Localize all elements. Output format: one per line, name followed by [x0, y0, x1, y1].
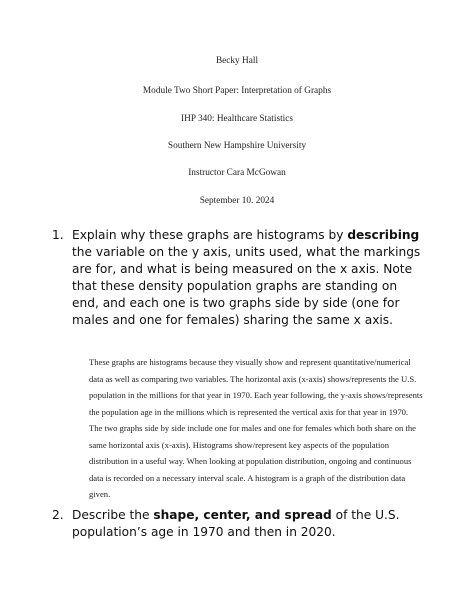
question-2-suffix: of the U.S. population’s age in 1970 and then in 2020. [72, 508, 400, 539]
question-1 [52, 227, 427, 329]
author-name: Becky Hall [215, 56, 259, 66]
university-name: Southern New Hampshire University [167, 141, 307, 151]
question-1-prefix: Explain why these graphs are histograms by [72, 228, 348, 242]
question-1-number: 1. [52, 228, 64, 242]
course-name: IHP 340: Healthcare Statistics [181, 114, 293, 124]
answer-1: These graphs are histograms because they visually show and represent quantitative/numerical data as well as comparing two variables. The horizontal axis (x-axis) shows/represents the U.S. population in the millions for that year in 1970. Each year following, the y-axis shows/represents the population age in the millions which is represented the vertical axis for that year in 1970. The two graphs side by side include one for males and one for females which both share on the same horizontal axis (x-axis). Histograms show/represent key aspects of the population distribution in a useful way. When looking at population distribution, ongoing and continuous data is recorded on a necessary interval scale. A histogram is a graph of the distribution data given. [89, 357, 423, 500]
question-2-emphasis: shape, center, and spread [153, 508, 332, 522]
assignment-title: Module Two Short Paper: Interpretation of Graphs [142, 86, 332, 96]
question-1-suffix: the variable on the y axis, units used, what the markings are for, and what is being measured on the x axis. Note that these density population graphs are standing on end, and each one is two graphs side by side (one for males and one for females) sharing the same x axis. [72, 245, 421, 327]
question-2-number: 2. [52, 508, 64, 522]
question-2-prefix: Describe the [72, 508, 154, 522]
question-2 [52, 507, 427, 541]
submission-date: September 10. 2024 [199, 196, 275, 206]
question-1-emphasis: describing [347, 228, 420, 242]
instructor-name: Instructor Cara McGowan [188, 168, 286, 178]
